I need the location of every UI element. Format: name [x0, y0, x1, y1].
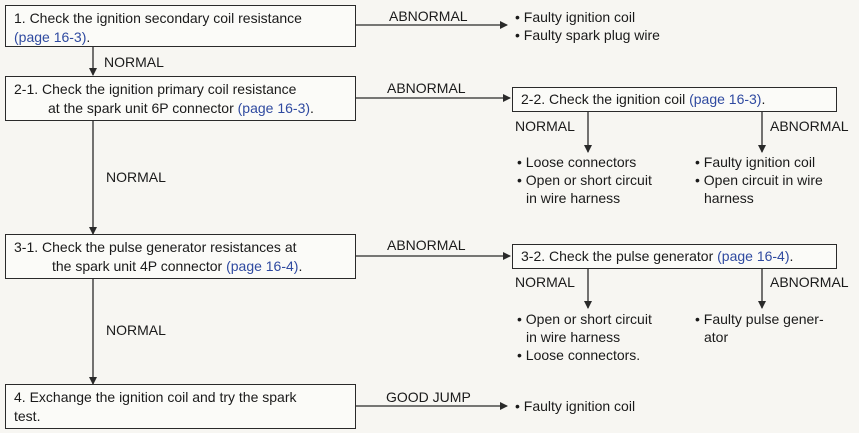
step-2-1-text: 2-1. Check the ignition primary coil resistance [14, 81, 297, 97]
label-s32-normal: NORMAL [515, 274, 575, 290]
result-s22-normal [517, 153, 652, 207]
step-2-2-text: 2-2. Check the ignition coil [521, 91, 686, 107]
label-normal-1: NORMAL [104, 54, 164, 70]
step-1-text: 1. Check the ignition secondary coil resistance [14, 10, 302, 26]
label-normal-2: NORMAL [106, 169, 166, 185]
result-s4-good-jump [515, 397, 635, 415]
step-3-1-page-link[interactable]: (page 16-4) [226, 258, 299, 274]
label-normal-3: NORMAL [106, 322, 166, 338]
step-1-page-link[interactable]: (page 16-3) [14, 29, 87, 45]
list-item: • Open or short circuit [517, 172, 652, 188]
label-s22-abnormal: ABNORMAL [770, 118, 849, 134]
label-good-jump: GOOD JUMP [386, 389, 471, 405]
list-item: harness [704, 190, 754, 206]
list-item: • Faulty ignition coil [695, 154, 816, 170]
step-2-2-page-link[interactable]: (page 16-3) [689, 91, 762, 107]
label-abnormal-3: ABNORMAL [387, 237, 466, 253]
list-item: • Faulty ignition coil [515, 9, 636, 25]
step-3-2-box: 3-2. Check the pulse generator (page 16-4). [512, 244, 837, 269]
result-s1-abnormal [515, 8, 660, 44]
step-2-2-box: 2-2. Check the ignition coil (page 16-3). [512, 87, 837, 112]
step-3-2-page-link[interactable]: (page 16-4) [717, 248, 790, 264]
result-s32-normal [517, 310, 652, 364]
step-3-1-text: 3-1. Check the pulse generator resistances at [14, 239, 297, 255]
step-4-text: 4. Exchange the ignition coil and try the spark [14, 389, 297, 405]
list-item: • Open or short circuit [517, 311, 652, 327]
step-3-2-text: 3-2. Check the pulse generator [521, 248, 714, 264]
list-item: • Open circuit in wire [695, 172, 823, 188]
list-item: • Loose connectors. [517, 347, 641, 363]
label-s32-abnormal: ABNORMAL [770, 274, 849, 290]
result-s22-abnormal [695, 153, 823, 207]
step-4-box: 4. Exchange the ignition coil and try the spark test. [5, 384, 356, 429]
step-2-1-page-link[interactable]: (page 16-3) [237, 100, 311, 116]
label-s22-normal: NORMAL [515, 118, 575, 134]
list-item: in wire harness [526, 329, 621, 345]
step-3-1-box: 3-1. Check the pulse generator resistances at the spark unit 4P connector (page 16-4). [5, 234, 356, 279]
result-s32-abnormal [695, 310, 824, 346]
list-item: • Faulty ignition coil [515, 398, 636, 414]
step-2-1-box: 2-1. Check the ignition primary coil resistance at the spark unit 6P connector (page 16-3). [5, 76, 356, 121]
step-1-box: 1. Check the ignition secondary coil resistance (page 16-3). [5, 5, 356, 47]
list-item: • Faulty pulse gener- [695, 311, 824, 327]
list-item: ator [704, 329, 729, 345]
list-item: • Loose connectors [517, 154, 637, 170]
label-abnormal-2: ABNORMAL [387, 80, 466, 96]
label-abnormal-1: ABNORMAL [389, 8, 468, 24]
list-item: in wire harness [526, 190, 621, 206]
list-item: • Faulty spark plug wire [515, 27, 660, 43]
